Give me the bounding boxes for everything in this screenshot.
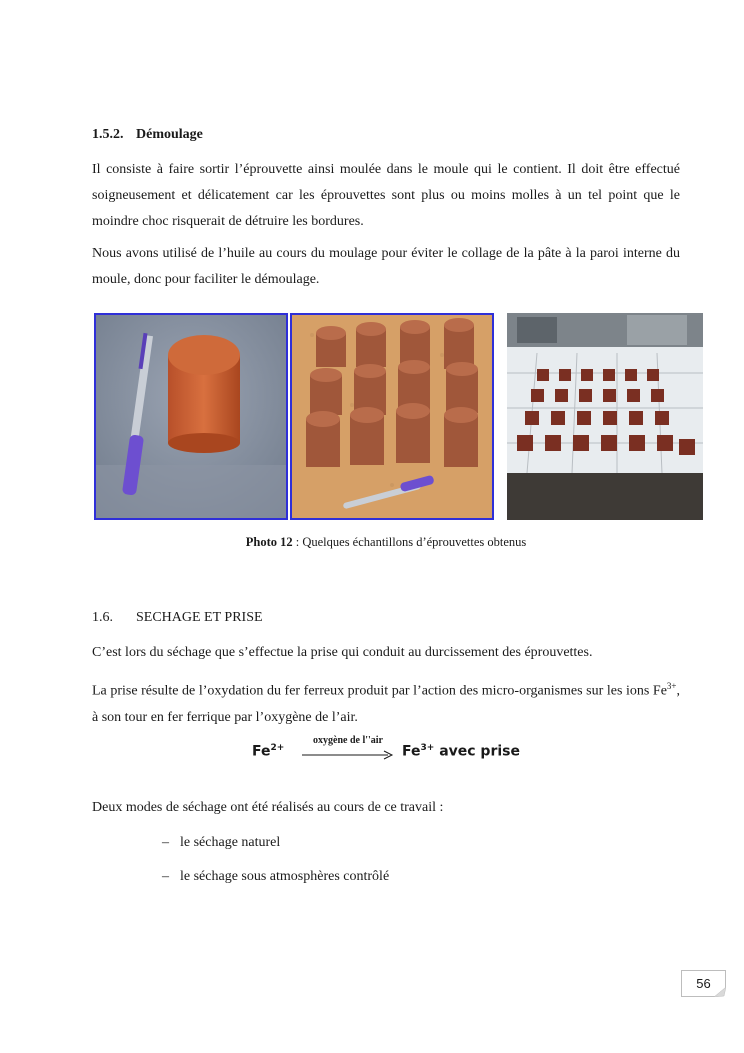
section-heading-demoulage (92, 127, 203, 143)
arrow-label: oxygène de l''air (313, 735, 383, 746)
caption-label: Photo 12 (245, 535, 293, 549)
product-charge: 3+ (420, 743, 435, 753)
list-item (162, 869, 389, 885)
list-item-text: le séchage sous atmosphères contrôlé (180, 869, 390, 884)
paragraph-modes: Deux modes de séchage ont été réalisés au cours de ce travail : (92, 800, 444, 815)
list-item (162, 835, 280, 851)
reaction-arrow-icon (302, 750, 394, 760)
paragraph-text-after: , à son tour en fer ferrique par l’oxygène de l’air. (92, 683, 680, 725)
section-number: 1.6. (92, 610, 113, 625)
section-title: SECHAGE ET PRISE (136, 610, 263, 625)
section-heading-sechage (92, 610, 263, 626)
product-symbol: Fe (402, 743, 421, 760)
photo-samples-on-tiles (507, 313, 703, 520)
paragraph-text-before: La prise résulte de l’oxydation du fer ferreux produit par l’action des micro-organismes sur les ions Fe (92, 683, 667, 699)
oxidation-equation (252, 735, 532, 769)
reactant-charge: 2+ (270, 743, 285, 753)
section-number: 1.5.2. (92, 127, 124, 142)
superscript: 3+ (666, 681, 677, 691)
page-number (681, 970, 726, 997)
list-item-text: le séchage naturel (180, 835, 281, 850)
paragraph-sechage-1: C’est lors du séchage que s’effectue la prise qui conduit au durcissement des éprouvettes. (92, 645, 593, 660)
reactant-symbol: Fe (252, 743, 271, 760)
page-number-text: 56 (696, 976, 711, 991)
equation-product (402, 743, 520, 760)
page-curl-icon (714, 987, 726, 997)
equation-reactant (252, 743, 284, 760)
bullet-dash: – (162, 869, 169, 884)
photo-single-sample (94, 313, 288, 520)
bullet-dash: – (162, 835, 169, 850)
paragraph-demoulage-1: Il consiste à faire sortir l’éprouvette ainsi moulée dans le moule qui le contient. Il doit être effectué soigneusement et délicatement car les éprouvettes sont plus ou moins molles à un tel point que le moindre choc risquerait de détruire les bordures. (92, 162, 680, 229)
photo-caption (92, 535, 680, 550)
photo-sample-group (290, 313, 494, 520)
paragraph-demoulage-2: Nous avons utilisé de l’huile au cours du moulage pour éviter le collage de la pâte à la paroi interne du moule, donc pour faciliter le démoulage. (92, 246, 680, 287)
caption-text: : Quelques échantillons d’éprouvettes obtenus (292, 535, 527, 549)
paragraph-sechage-2 (92, 673, 680, 731)
section-title: Démoulage (136, 127, 203, 142)
product-suffix: avec prise (439, 743, 520, 760)
